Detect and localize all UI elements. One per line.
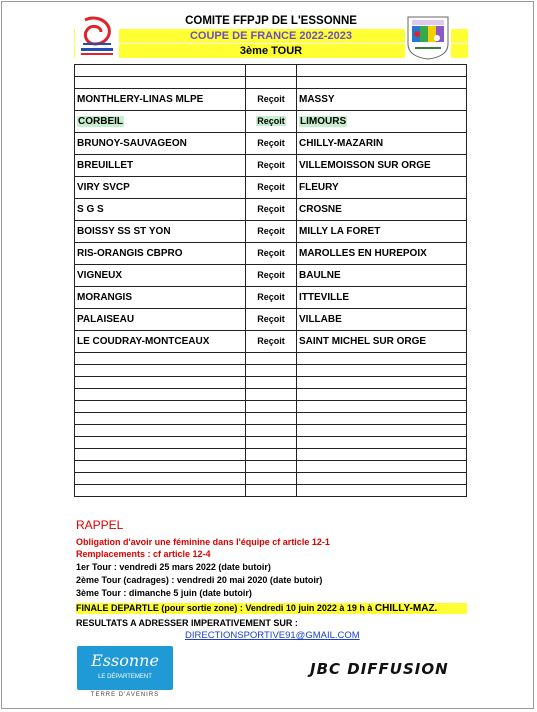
empty-cell <box>75 77 246 89</box>
home-team: RIS-ORANGIS CBPRO <box>77 248 183 259</box>
header-round: 3ème TOUR <box>74 44 468 58</box>
empty-row <box>75 473 467 485</box>
empty-cell <box>246 401 297 413</box>
empty-row <box>75 65 467 77</box>
away-team: CHILLY-MAZARIN <box>299 138 384 149</box>
receives-label-cell <box>246 309 297 331</box>
receives-label: Reçoit <box>257 116 285 126</box>
receives-label: Reçoit <box>257 226 285 236</box>
finale-text: FINALE DEPARTLE (pour sortie zone) : Vendredi 10 juin 2022 à 19 h à <box>76 603 373 613</box>
match-row <box>75 221 467 243</box>
empty-cell <box>75 437 246 449</box>
empty-cell <box>297 365 467 377</box>
away-team-cell <box>297 265 467 287</box>
empty-cell <box>297 377 467 389</box>
receives-label: Reçoit <box>257 138 285 148</box>
terre-davenirs-tagline: TERRE D'AVENIRS <box>90 692 160 698</box>
home-team: PALAISEAU <box>77 314 135 325</box>
away-team-cell <box>297 133 467 155</box>
away-team-cell <box>297 89 467 111</box>
replacements-rule: Remplacements : cf article 12-4 <box>76 549 211 559</box>
receives-label-cell <box>246 265 297 287</box>
empty-row <box>75 485 467 497</box>
ffpjp-logo <box>405 14 451 60</box>
away-team: ITTEVILLE <box>299 292 349 303</box>
empty-cell <box>246 437 297 449</box>
home-team-cell <box>75 111 246 133</box>
empty-cell <box>297 353 467 365</box>
home-team-cell <box>75 155 246 177</box>
empty-cell <box>246 365 297 377</box>
empty-cell <box>297 449 467 461</box>
empty-row <box>75 365 467 377</box>
match-row <box>75 155 467 177</box>
empty-row <box>75 389 467 401</box>
empty-cell <box>246 77 297 89</box>
empty-row <box>75 77 467 89</box>
away-team: VILLEMOISSON SUR ORGE <box>299 160 431 171</box>
home-team-cell <box>75 265 246 287</box>
empty-cell <box>246 425 297 437</box>
empty-cell <box>246 377 297 389</box>
rappel-heading: RAPPEL <box>76 518 124 532</box>
receives-label-cell <box>246 177 297 199</box>
away-team: VILLABE <box>299 314 342 325</box>
tour3-date: 3ème Tour : dimanche 5 juin (date butoir) <box>76 588 252 598</box>
home-team-cell <box>75 89 246 111</box>
empty-cell <box>75 461 246 473</box>
match-row <box>75 177 467 199</box>
home-team: MORANGIS <box>77 292 132 303</box>
header-competition: COUPE DE FRANCE 2022-2023 <box>74 29 468 43</box>
empty-row <box>75 377 467 389</box>
empty-cell <box>75 449 246 461</box>
empty-cell <box>297 485 467 497</box>
receives-label: Reçoit <box>257 248 285 258</box>
empty-cell <box>297 77 467 89</box>
away-team-cell <box>297 243 467 265</box>
match-table <box>74 64 467 497</box>
home-team: S G S <box>77 204 104 215</box>
home-team-cell <box>75 331 246 353</box>
home-team-cell <box>75 199 246 221</box>
match-row <box>75 89 467 111</box>
empty-cell <box>75 401 246 413</box>
email-link[interactable]: DIRECTIONSPORTIVE91@GMAIL.COM <box>185 630 360 641</box>
empty-cell <box>297 473 467 485</box>
jbc-diffusion-signature: JBC DIFFUSION <box>310 660 449 678</box>
empty-row <box>75 461 467 473</box>
results-instruction: RESULTATS A ADRESSER IMPERATIVEMENT SUR : <box>76 618 298 628</box>
essonne-departement-logo <box>77 646 173 690</box>
away-team-cell <box>297 331 467 353</box>
away-team-cell <box>297 155 467 177</box>
away-team: MAROLLES EN HUREPOIX <box>299 248 427 259</box>
home-team: VIRY SVCP <box>77 182 130 193</box>
header-title: COMITE FFPJP DE L'ESSONNE <box>185 15 357 27</box>
empty-cell <box>75 65 246 77</box>
home-team-cell <box>75 221 246 243</box>
receives-label: Reçoit <box>257 204 285 214</box>
match-row <box>75 309 467 331</box>
empty-cell <box>75 389 246 401</box>
home-team: LE COUDRAY-MONTCEAUX <box>77 336 210 347</box>
receives-label: Reçoit <box>257 270 285 280</box>
empty-cell <box>75 473 246 485</box>
receives-label-cell <box>246 111 297 133</box>
empty-row <box>75 413 467 425</box>
empty-row <box>75 425 467 437</box>
empty-row <box>75 437 467 449</box>
match-row <box>75 331 467 353</box>
receives-label-cell <box>246 199 297 221</box>
home-team-cell <box>75 133 246 155</box>
receives-label: Reçoit <box>257 336 285 346</box>
empty-cell <box>75 413 246 425</box>
empty-cell <box>75 365 246 377</box>
home-team-cell <box>75 287 246 309</box>
receives-label-cell <box>246 89 297 111</box>
home-team-cell <box>75 177 246 199</box>
receives-label-cell <box>246 155 297 177</box>
receives-label-cell <box>246 243 297 265</box>
empty-cell <box>297 461 467 473</box>
home-team-cell <box>75 243 246 265</box>
receives-label-cell <box>246 331 297 353</box>
empty-cell <box>75 485 246 497</box>
empty-row <box>75 401 467 413</box>
match-row <box>75 199 467 221</box>
empty-cell <box>246 473 297 485</box>
empty-cell <box>297 401 467 413</box>
finale-city: CHILLY-MAZ. <box>374 603 438 614</box>
essonne-wordmark: Essonne <box>91 651 159 670</box>
home-team: VIGNEUX <box>77 270 123 281</box>
empty-cell <box>297 389 467 401</box>
away-team: FLEURY <box>299 182 339 193</box>
tour2-date: 2ème Tour (cadrages) : vendredi 20 mai 2020 (date butoir) <box>76 575 323 585</box>
empty-cell <box>75 353 246 365</box>
away-team-cell <box>297 199 467 221</box>
tour1-date: 1er Tour : vendredi 25 mars 2022 (date butoir) <box>76 562 271 572</box>
away-team-cell <box>297 221 467 243</box>
receives-label: Reçoit <box>257 182 285 192</box>
finale-info <box>76 603 467 614</box>
essonne-subtitle: LE DÉPARTEMENT <box>98 674 152 680</box>
match-row <box>75 287 467 309</box>
away-team: LIMOURS <box>300 116 347 127</box>
home-team: BRUNOY-SAUVAGEON <box>77 138 187 149</box>
empty-cell <box>297 425 467 437</box>
home-team: BREUILLET <box>77 160 134 171</box>
away-team: SAINT MICHEL SUR ORGE <box>299 336 427 347</box>
empty-cell <box>246 449 297 461</box>
away-team: MILLY LA FORET <box>299 226 381 237</box>
empty-cell <box>297 65 467 77</box>
match-row <box>75 111 467 133</box>
away-team-cell <box>297 309 467 331</box>
empty-cell <box>297 437 467 449</box>
match-row <box>75 133 467 155</box>
receives-label-cell <box>246 133 297 155</box>
away-team-cell <box>297 177 467 199</box>
away-team: CROSNE <box>299 204 342 215</box>
receives-label: Reçoit <box>257 160 285 170</box>
empty-cell <box>246 353 297 365</box>
receives-label-cell <box>246 221 297 243</box>
empty-cell <box>246 413 297 425</box>
receives-label: Reçoit <box>257 94 285 104</box>
away-team: BAULNE <box>299 270 341 281</box>
home-team: BOISSY SS ST YON <box>77 226 171 237</box>
cd-essonne-logo <box>75 14 119 60</box>
receives-label: Reçoit <box>257 314 285 324</box>
match-row <box>75 243 467 265</box>
empty-cell <box>246 461 297 473</box>
home-team-cell <box>75 309 246 331</box>
empty-row <box>75 449 467 461</box>
away-team: MASSY <box>299 94 335 105</box>
match-row <box>75 265 467 287</box>
feminine-rule: Obligation d'avoir une féminine dans l'équipe cf article 12-1 <box>76 537 330 547</box>
empty-cell <box>297 413 467 425</box>
home-team: CORBEIL <box>78 116 123 127</box>
receives-label: Reçoit <box>257 292 285 302</box>
home-team: MONTHLERY-LINAS MLPE <box>77 94 204 105</box>
empty-row <box>75 353 467 365</box>
empty-cell <box>75 377 246 389</box>
away-team-cell <box>297 287 467 309</box>
receives-label-cell <box>246 287 297 309</box>
empty-cell <box>246 65 297 77</box>
empty-cell <box>246 389 297 401</box>
empty-cell <box>246 485 297 497</box>
away-team-cell <box>297 111 467 133</box>
empty-cell <box>75 425 246 437</box>
